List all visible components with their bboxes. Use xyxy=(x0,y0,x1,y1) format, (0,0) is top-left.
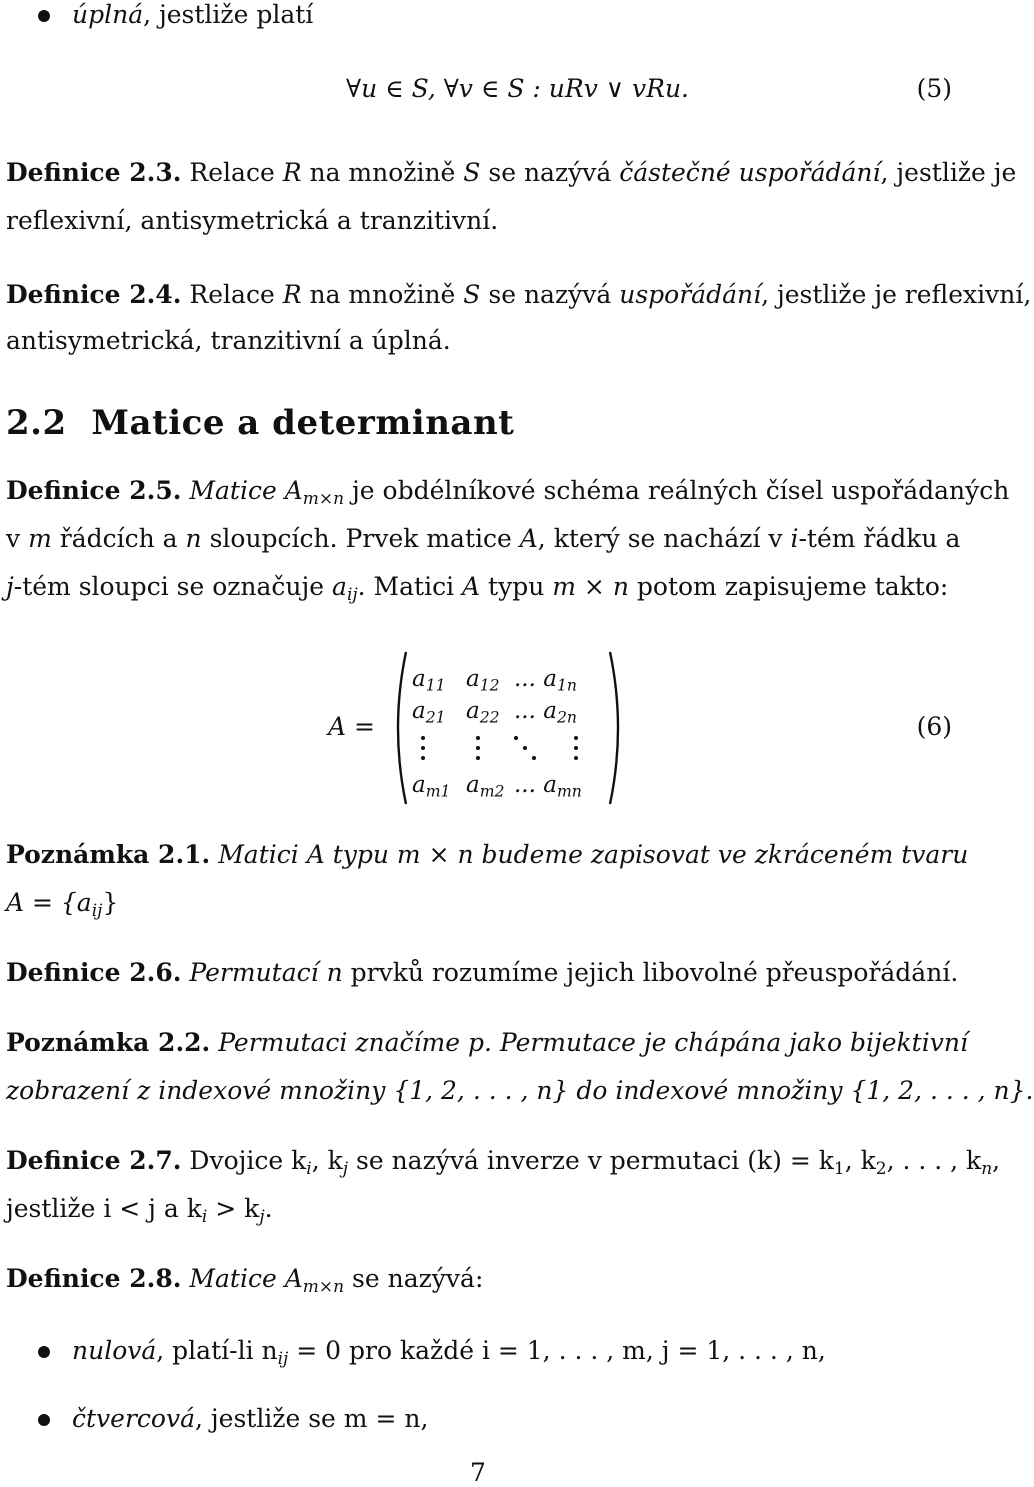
term-uplna: úplná xyxy=(72,0,144,29)
matrix-cell: $a_{m1}$ xyxy=(412,772,451,801)
equation-number-6: (6) xyxy=(916,712,952,741)
definition-2-7-cont: jestliže i < j a $k_i > k_j$. xyxy=(6,1194,273,1227)
matrix-equation xyxy=(328,648,638,808)
bullet-icon xyxy=(38,10,50,22)
matrix-cell: ... $a_{1n}$ xyxy=(514,666,577,695)
list-item-uplna: úplná, jestliže platí xyxy=(72,0,314,29)
bullet-icon xyxy=(38,1414,50,1426)
section-heading: 2.2 Matice a determinant xyxy=(6,403,515,443)
list-item-nulova: nulová, platí-li $n_{ij} = 0$ pro každé i = 1, . . . , m, j = 1, . . . , n, xyxy=(72,1336,826,1369)
definition-2-3-cont: reflexivní, antisymetrická a tranzitivní. xyxy=(6,206,499,235)
definition-2-7: Definice 2.7. Dvojice $k_i$, $k_j$ se nazývá inverze v permutaci $(k) = k_1$, $k_2$, . . . , $k_n$, xyxy=(6,1146,1001,1179)
matrix-cell: $a_{22}$ xyxy=(466,698,500,727)
definition-2-5-line2: v m řádcích a n sloupcích. Prvek matice A, který se nachází v i-tém řádku a xyxy=(6,524,961,553)
definition-2-8: Definice 2.8. Matice $A_{m\times n}$ se nazývá: xyxy=(6,1264,484,1297)
definition-2-4-cont: antisymetrická, tranzitivní a úplná. xyxy=(6,326,451,355)
page-number: 7 xyxy=(470,1458,486,1487)
definition-2-4: Definice 2.4. Relace R na množině S se nazývá uspořádání, jestliže je reflexivní, xyxy=(6,280,1032,309)
remark-2-1: Poznámka 2.1. Matici A typu m × n budeme zapisovat ve zkráceném tvaru xyxy=(6,840,969,869)
definition-2-5: Definice 2.5. Matice $A_{m\times n}$ je obdélníkové schéma reálných čísel uspořádaných xyxy=(6,476,1010,509)
definition-2-5-line3: j-tém sloupci se označuje $a_{ij}$. Matici A typu m × n potom zapisujeme takto: xyxy=(6,572,949,605)
remark-2-1-cont: $A = \{a_{ij}\}$ xyxy=(6,888,119,921)
equation-5: ∀u ∈ S, ∀v ∈ S : uRv ∨ vRu. xyxy=(346,74,690,103)
matrix-cell: ... $a_{2n}$ xyxy=(514,698,577,727)
remark-2-2: Poznámka 2.2. Permutaci značíme p. Permutace je chápána jako bijektivní xyxy=(6,1028,968,1057)
definition-2-6: Definice 2.6. Permutací n prvků rozumíme jejich libovolné přeuspořádání. xyxy=(6,958,959,987)
matrix-cell: ... $a_{mn}$ xyxy=(514,772,582,801)
equation-number-5: (5) xyxy=(916,74,952,103)
matrix-cell: $a_{12}$ xyxy=(466,666,500,695)
definition-2-3: Definice 2.3. Relace R na množině S se nazývá částečné uspořádání, jestliže je xyxy=(6,158,1017,187)
matrix-dots xyxy=(388,730,628,770)
list-item-ctvercova: čtvercová, jestliže se m = n, xyxy=(72,1404,429,1433)
matrix-cell: $a_{m2}$ xyxy=(466,772,505,801)
matrix-cell: $a_{21}$ xyxy=(412,698,446,727)
matrix-lhs: A = xyxy=(328,712,375,741)
remark-2-2-cont: zobrazení z indexové množiny {1, 2, . . . , n} do indexové množiny {1, 2, . . . , n}. xyxy=(6,1076,1034,1105)
bullet-icon xyxy=(38,1346,50,1358)
matrix-cell: $a_{11}$ xyxy=(412,666,446,695)
